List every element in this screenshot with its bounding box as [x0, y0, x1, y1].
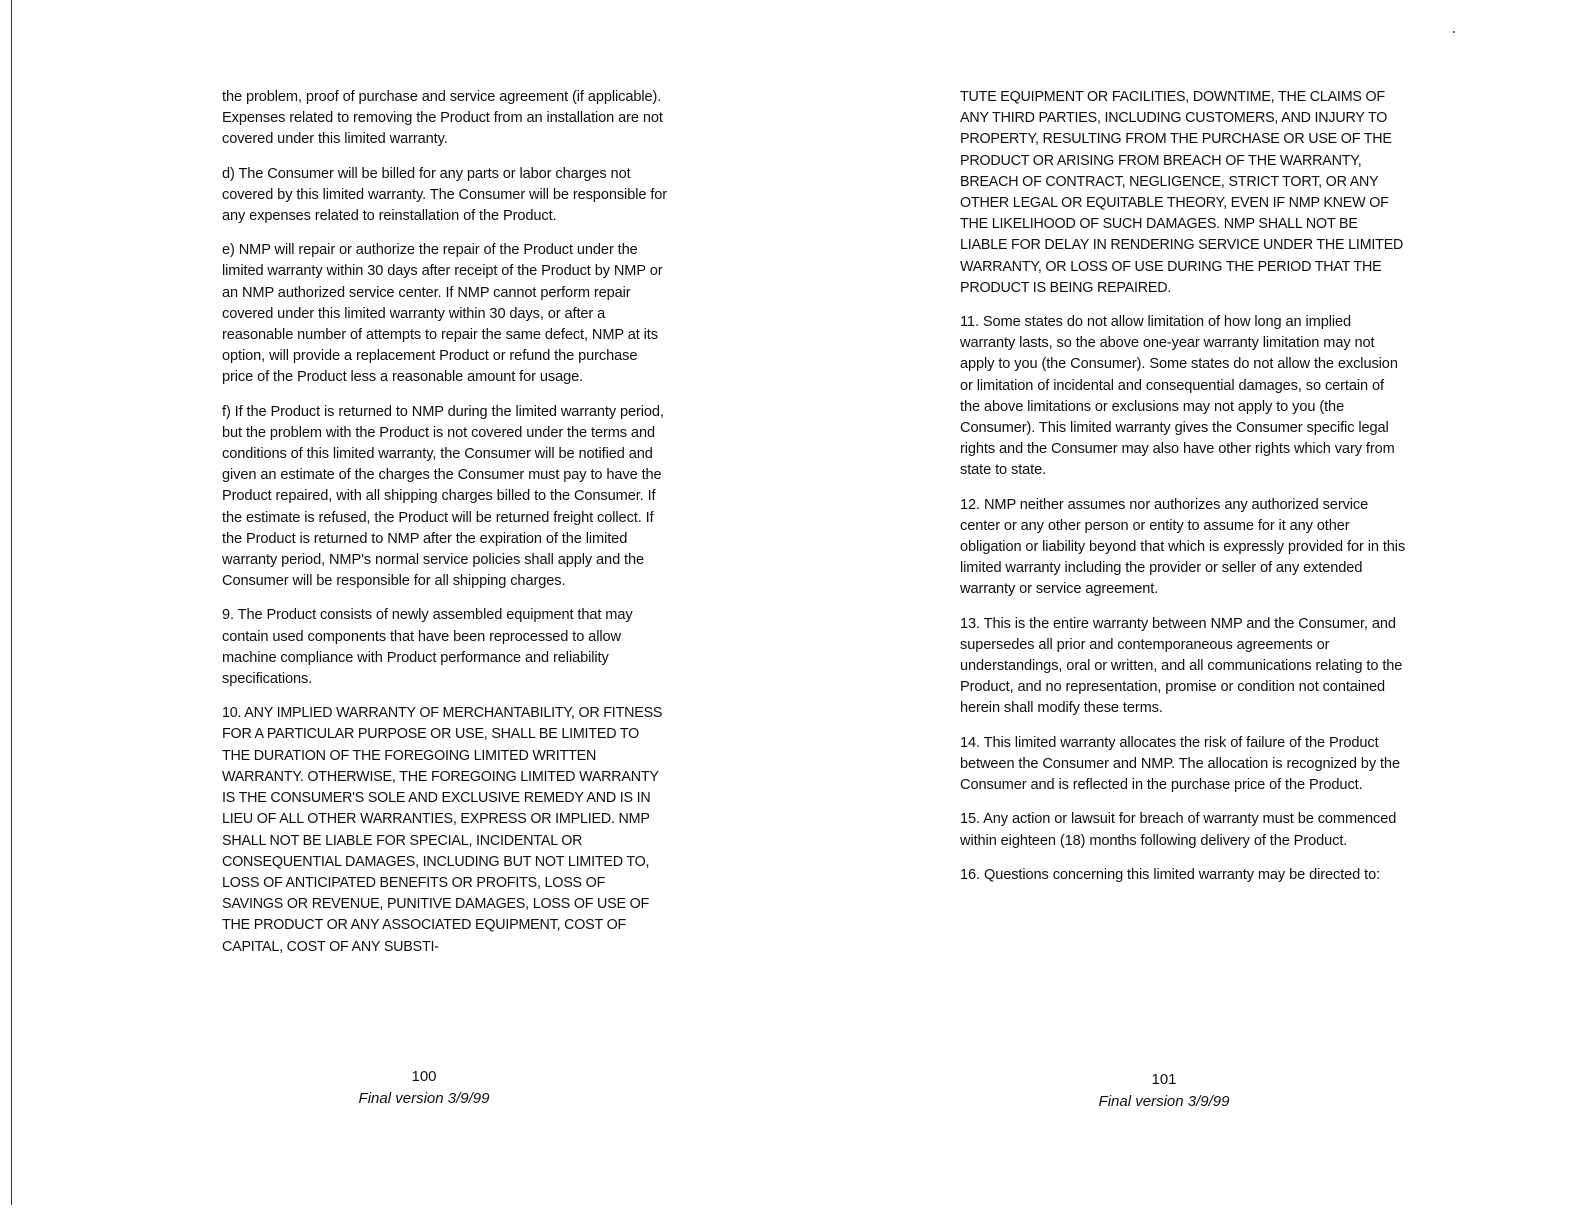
scan-edge-line [11, 0, 12, 1205]
paragraph-10-continued: TUTE EQUIPMENT OR FACILITIES, DOWNTIME, THE CLAIMS OF ANY THIRD PARTIES, INCLUDING CUSTOMERS, AND INJURY TO PROPERTY, RESULTING FROM THE PURCHASE OR USE OF THE PRODUCT OR ARISING FROM BREACH OF THE WARRANTY, BREACH OF CONTRACT, NEGLIGENCE, STRICT TORT, OR ANY OTHER LEGAL OR EQUITABLE THEORY, EVEN IF NMP KNEW OF THE LIKELIHOOD OF SUCH DAMAGES. NMP SHALL NOT BE LIABLE FOR DELAY IN RENDERING SERVICE UNDER THE LIMITED WARRANTY, OR LOSS OF USE DURING THE PERIOD THAT THE PRODUCT IS BEING REPAIRED. [960, 89, 1404, 296]
paragraph-10: 10. ANY IMPLIED WARRANTY OF MERCHANTABILITY, OR FITNESS FOR A PARTICULAR PURPOSE OR USE, SHALL BE LIMITED TO THE DURATION OF THE FOREGOING LIMITED WRITTEN WARRANTY. OTHERWISE, THE FOREGOING LIMITED WARRANTY IS THE CONSUMER'S SOLE AND EXCLUSIVE REMEDY AND IS IN LIEU OF ALL OTHER WARRANTIES, EXPRESS OR IMPLIED. NMP SHALL NOT BE LIABLE FOR SPECIAL, INCIDENTAL OR CONSEQUENTIAL DAMAGES, INCLUDING BUT NOT LIMITED TO, LOSS OF ANTICIPATED BENEFITS OR PROFITS, LOSS OF SAVINGS OR REVENUE, PUNITIVE DAMAGES, LOSS OF USE OF THE PRODUCT OR ANY ASSOCIATED EQUIPMENT, COST OF CAPITAL, COST OF ANY SUBSTI- [222, 705, 663, 955]
paragraph-e: e) NMP will repair or authorize the repair of the Product under the limited warranty within 30 days after receipt of the Product by NMP or an NMP authorized service center. If NMP cannot perform repair covered under this limited warranty within 30 days, or after a reasonable number of attempts to repair the same defect, NMP at its option, will provide a replacement Product or refund the purchase price of the Product less a reasonable amount for usage. [222, 242, 663, 386]
paragraph-15: 15. Any action or lawsuit for breach of warranty must be commenced within eighteen (18) months following delivery of the Product. [960, 811, 1397, 849]
paragraph-13: 13. This is the entire warranty between NMP and the Consumer, and supersedes all prior and contemporaneous agreements or understandings, oral or written, and all communications relating to the Product, and no representation, promise or condition not contained herein shall modify these terms. [960, 615, 1403, 717]
paragraph-14: 14. This limited warranty allocates the risk of failure of the Product between the Consumer and NMP. The allocation is recognized by the Consumer and is reflected in the purchase price of the Product. [960, 734, 1400, 794]
version-label: Final version 3/9/99 [1098, 1093, 1230, 1110]
version-label: Final version 3/9/99 [358, 1090, 490, 1107]
scan-speck [1453, 31, 1455, 33]
paragraph-f: f) If the Product is returned to NMP during the limited warranty period, but the problem with the Product is not covered under the terms and conditions of this limited warranty, the Consumer will be notified and given an estimate of the charges the Consumer must pay to have the Product repaired, with all shipping charges billed to the Consumer. If the estimate is refused, the Product will be returned freight collect. If the Product is returned to NMP after the expiration of the limited warranty period, NMP's normal service policies shall apply and the Consumer will be responsible for all shipping charges. [222, 403, 664, 590]
paragraph-16: 16. Questions concerning this limited warranty may be directed to: [960, 866, 1381, 883]
page-number: 100 [411, 1068, 437, 1085]
paragraph-12: 12. NMP neither assumes nor authorizes any authorized service center or any other person or entity to assume for it any other obligation or liability beyond that which is expressly provided for in this limited warranty including the provider or seller of any extended warranty or service agreement. [960, 496, 1406, 598]
right-page-footer [1014, 1069, 1314, 1113]
paragraph-11: 11. Some states do not allow limitation of how long an implied warranty lasts, so the above one-year warranty limitation may not apply to you (the Consumer). Some states do not allow the exclusion or limitation of incidental and consequential damages, so certain of the above limitations or exclusions may not apply to you (the Consumer). This limited warranty gives the Consumer specific legal rights and the Consumer may also have other rights which vary from state to state. [960, 314, 1398, 479]
left-page-footer [274, 1066, 574, 1110]
paragraph-d: d) The Consumer will be billed for any parts or labor charges not covered by this limited warranty. The Consumer will be responsible for any expenses related to reinstallation of the Product. [222, 165, 668, 225]
page-number: 101 [1151, 1071, 1177, 1088]
paragraph: the problem, proof of purchase and service agreement (if applicable). Expenses related to removing the Product from an installation are not covered under this limited warranty. [222, 89, 663, 148]
paragraph-9: 9. The Product consists of newly assembled equipment that may contain used components that have been reprocessed to allow machine compliance with Product performance and reliability specifications. [222, 607, 633, 688]
left-page-body [222, 87, 668, 971]
right-page-body [960, 87, 1406, 899]
